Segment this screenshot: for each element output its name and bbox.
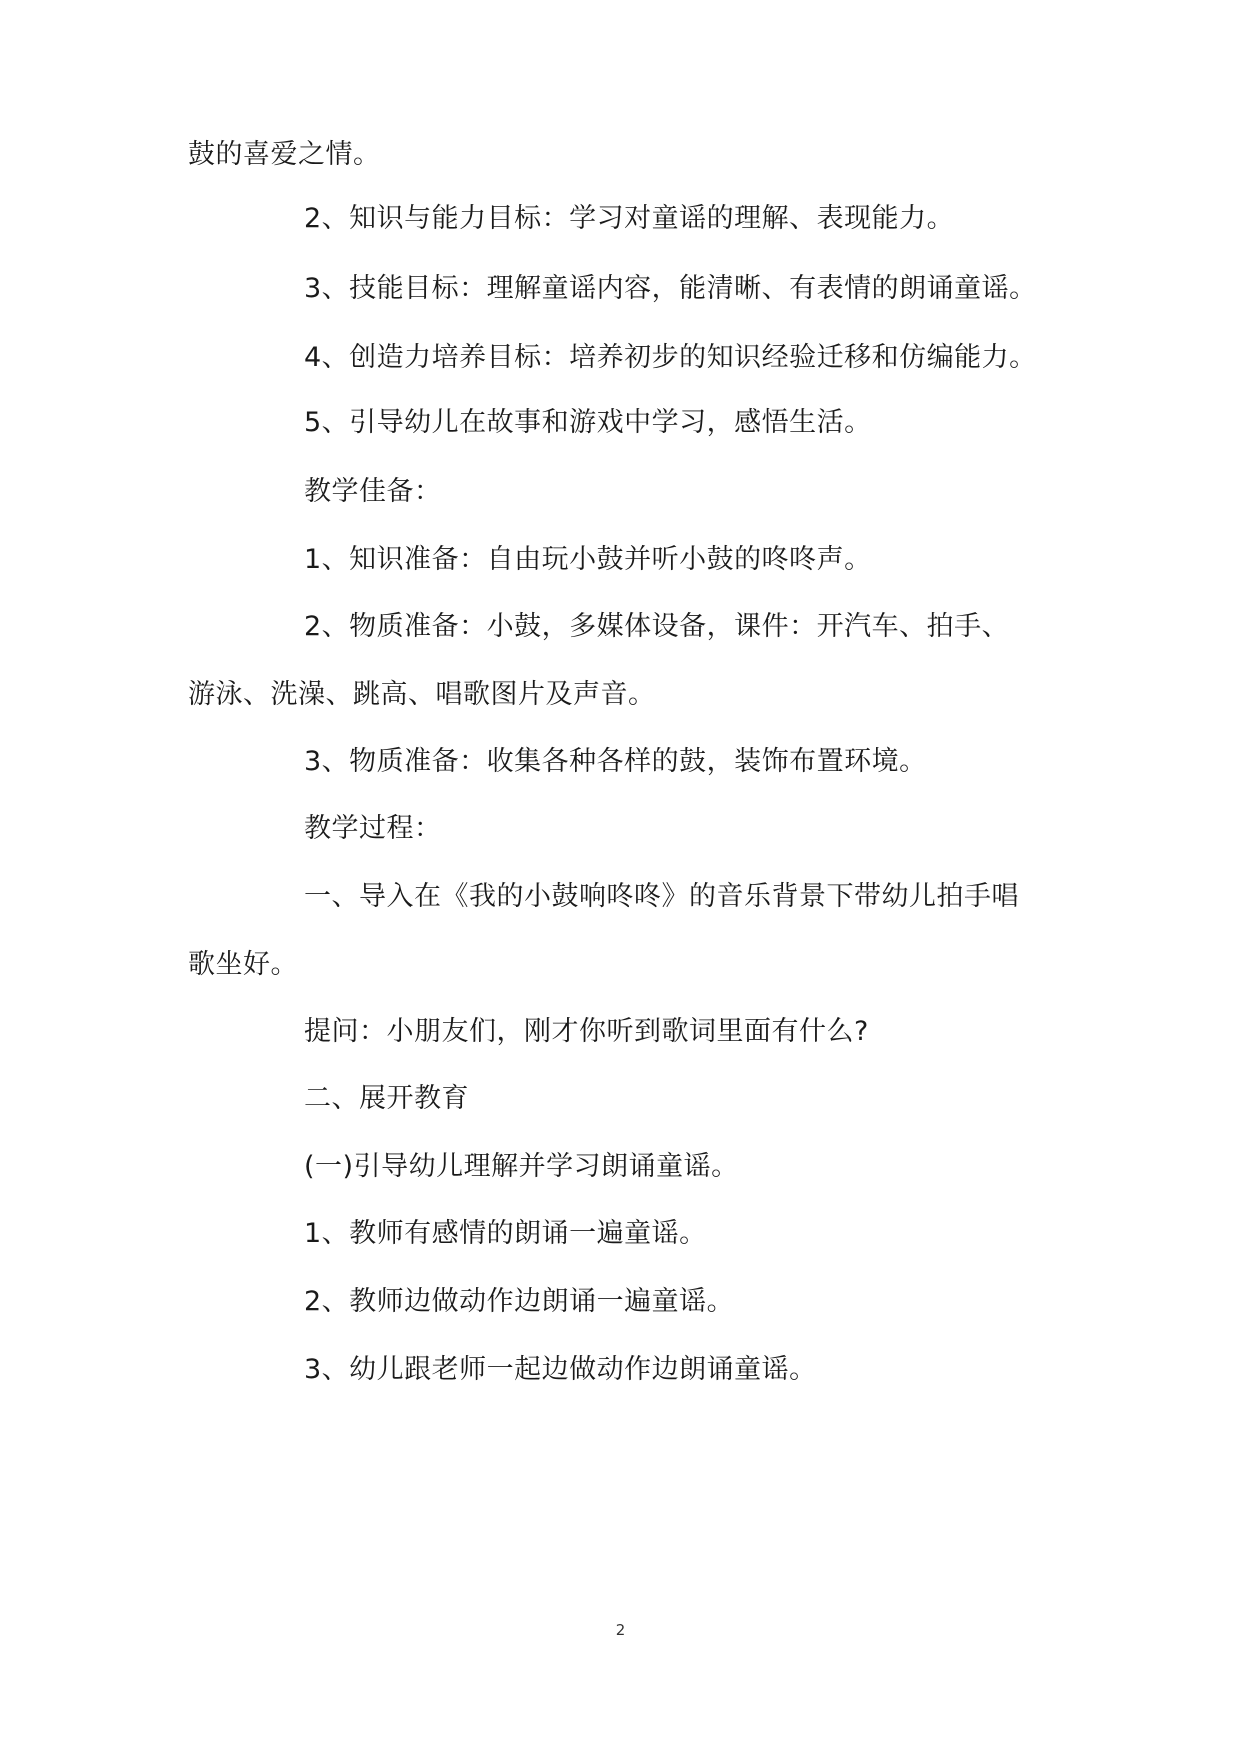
text-line: (一)引导幼儿理解并学习朗诵童谣。 xyxy=(304,1151,739,1182)
text-line: 提问：小朋友们，刚才你听到歌词里面有什么? xyxy=(304,1016,869,1047)
text-line: 2、知识与能力目标：学习对童谣的理解、表现能力。 xyxy=(304,203,955,234)
text-line: 5、引导幼儿在故事和游戏中学习，感悟生活。 xyxy=(304,407,872,438)
section-heading: 教学佳备： xyxy=(304,476,442,507)
text-line: 1、知识准备：自由玩小鼓并听小鼓的咚咚声。 xyxy=(304,544,872,575)
text-line: 2、教师边做动作边朗诵一遍童谣。 xyxy=(304,1286,735,1317)
text-line: 歌坐好。 xyxy=(188,949,298,980)
text-line: 3、幼儿跟老师一起边做动作边朗诵童谣。 xyxy=(304,1354,817,1385)
text-line: 1、教师有感情的朗诵一遍童谣。 xyxy=(304,1218,707,1249)
text-line: 一、导入在《我的小鼓响咚咚》的音乐背景下带幼儿拍手唱 xyxy=(304,881,1019,912)
page-number: 2 xyxy=(615,1621,626,1639)
text-line: 鼓的喜爱之情。 xyxy=(188,139,381,170)
text-line: 游泳、洗澡、跳高、唱歌图片及声音。 xyxy=(188,679,656,710)
section-heading: 二、展开教育 xyxy=(304,1083,469,1114)
text-line: 3、物质准备：收集各种各样的鼓，装饰布置环境。 xyxy=(304,746,927,777)
text-line: 3、技能目标：理解童谣内容，能清晰、有表情的朗诵童谣。 xyxy=(304,273,1037,304)
text-line: 4、创造力培养目标：培养初步的知识经验迁移和仿编能力。 xyxy=(304,342,1037,373)
section-heading: 教学过程： xyxy=(304,813,442,844)
text-line: 2、物质准备：小鼓，多媒体设备，课件：开汽车、拍手、 xyxy=(304,611,1010,642)
